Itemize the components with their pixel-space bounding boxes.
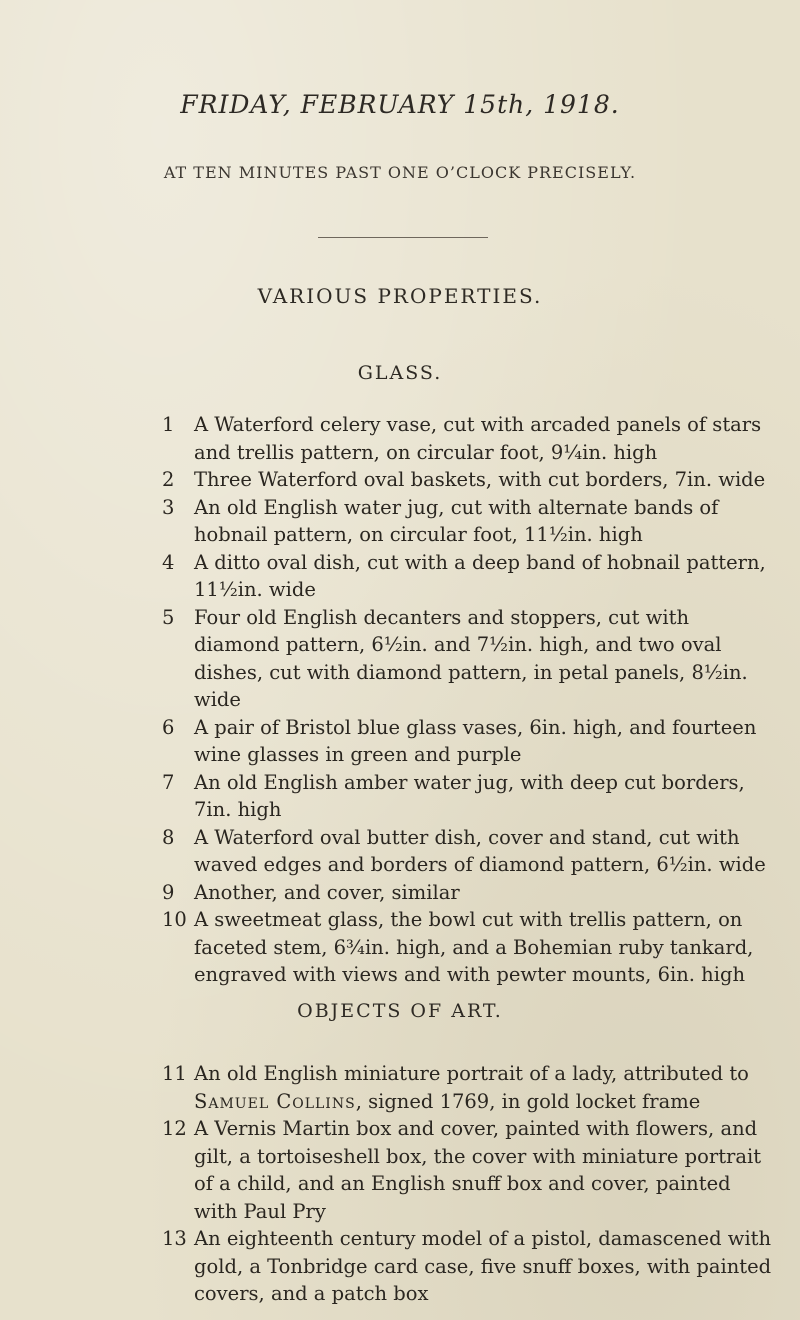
lot-description: A sweetmeat glass, the bowl cut with trellis pattern, on faceted stem, 6¾in. high, and a Bohemian ruby tankard, engraved with views and with pewter mounts, 6in. high — [194, 908, 754, 986]
lot-description: An old English amber water jug, with deep cut borders, 7in. high — [194, 770, 745, 821]
section-heading-objects-of-art: OBJECTS OF ART. — [297, 1000, 503, 1022]
lot-item — [0, 824, 800, 879]
sale-time: AT TEN MINUTES PAST ONE O’CLOCK PRECISELY. — [163, 163, 637, 182]
lot-description: A ditto oval dish, cut with a deep band of hobnail pattern, 11½in. wide — [194, 550, 766, 601]
lot-item — [0, 494, 800, 549]
lot-number: 1 — [162, 413, 175, 436]
artist-name: Samuel Collins — [194, 1089, 356, 1113]
sale-date: FRIDAY, FEBRUARY 15th, 1918. — [180, 90, 620, 119]
lot-item — [0, 769, 800, 824]
lot-item — [0, 411, 800, 466]
lot-number: 9 — [162, 880, 175, 904]
lot-item — [0, 1225, 800, 1308]
lot-description: A Waterford oval butter dish, cover and stand, cut with waved edges and borders of diamond pattern, 6½in. wide — [194, 825, 766, 876]
lot-description: Another, and cover, similar — [194, 880, 460, 904]
lot-number: 11 — [162, 1062, 187, 1085]
divider-rule — [318, 237, 488, 238]
lot-number: 10 — [162, 908, 187, 931]
lot-item — [0, 1060, 800, 1115]
lot-number: 6 — [162, 715, 175, 739]
lot-description: A Waterford celery vase, cut with arcaded panels of stars and trellis pattern, on circular foot, 9¼in. high — [194, 413, 762, 464]
lot-number: 12 — [162, 1117, 187, 1140]
glass-lot-list — [0, 411, 800, 989]
lot-item — [0, 906, 800, 989]
lot-description: A pair of Bristol blue glass vases, 6in. high, and fourteen wine glasses in green and purple — [194, 715, 757, 766]
lot-description: An eighteenth century model of a pistol, damascened with gold, a Tonbridge card case, five snuff boxes, with painted covers, and a patch box — [194, 1227, 772, 1305]
lot-description: Four old English decanters and stoppers, cut with diamond pattern, 6½in. and 7½in. high, and two oval dishes, cut with diamond pattern, in petal panels, 8½in. wide — [194, 605, 748, 711]
section-subheading-glass: GLASS. — [357, 362, 443, 384]
lot-number: 8 — [162, 825, 175, 849]
lot-text-part: An old English miniature portrait of a lady, attributed to — [194, 1062, 749, 1085]
lot-number: 4 — [162, 550, 175, 574]
lot-number: 7 — [162, 770, 175, 794]
section-heading-various-properties: VARIOUS PROPERTIES. — [257, 284, 543, 308]
lot-item — [0, 604, 800, 714]
lot-item — [0, 1115, 800, 1225]
lot-number: 13 — [162, 1227, 187, 1250]
lot-text-part: , signed 1769, in gold locket frame — [355, 1089, 701, 1113]
lot-item — [0, 549, 800, 604]
lot-description: An old English water jug, cut with alternate bands of hobnail pattern, on circular foot, 11½in. high — [194, 495, 719, 546]
lot-description: Three Waterford oval baskets, with cut borders, 7in. wide — [194, 468, 766, 491]
lot-number: 3 — [162, 495, 175, 519]
art-lot-list — [0, 1060, 800, 1308]
lot-item — [0, 466, 800, 494]
lot-number: 5 — [162, 605, 175, 629]
lot-description: A Vernis Martin box and cover, painted with flowers, and gilt, a tortoiseshell box, the cover with miniature portrait of a child, and an English snuff box and cover, painted with Paul Pry — [194, 1117, 762, 1223]
lot-description — [194, 1062, 749, 1113]
lot-item — [0, 714, 800, 769]
lot-item — [0, 879, 800, 907]
lot-number: 2 — [162, 468, 175, 491]
